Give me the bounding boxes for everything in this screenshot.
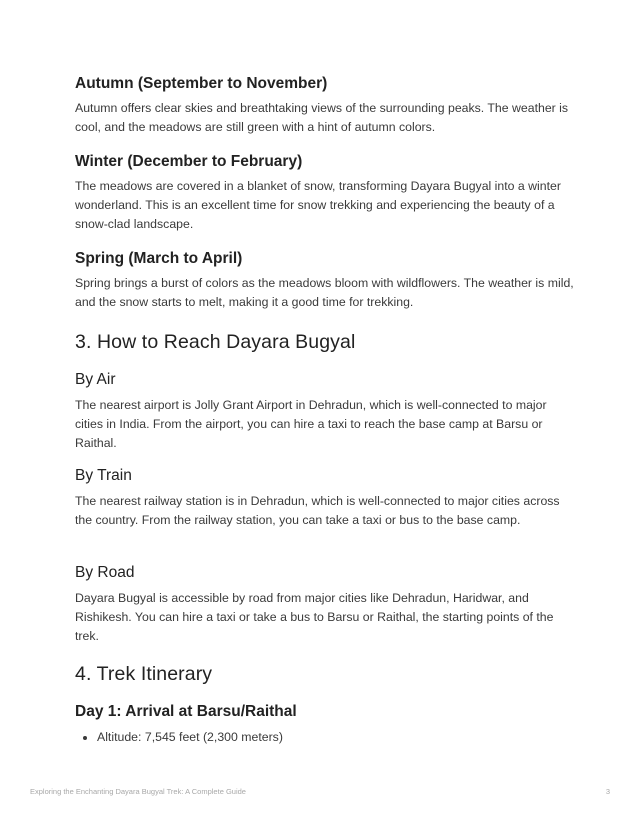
winter-section: [75, 152, 575, 234]
autumn-section: [75, 74, 575, 137]
by-road-text: Dayara Bugyal is accessible by road from major cities like Dehradun, Haridwar, and Rishikesh. You can hire a taxi or take a bus to Barsu or Raithal, the starting points of the trek.: [75, 591, 554, 643]
by-train-text: The nearest railway station is in Dehradun, which is well-connected to major cities across the country. From the railway station, you can take a taxi or bus to the base camp.: [75, 494, 560, 527]
autumn-heading: Autumn (September to November): [75, 75, 328, 92]
day1-section: [75, 702, 575, 747]
spring-section: [75, 249, 575, 312]
page-footer: [30, 787, 610, 796]
page-number: 3: [605, 787, 610, 796]
spring-heading: Spring (March to April): [75, 250, 243, 267]
by-road-heading: By Road: [75, 564, 135, 581]
autumn-text: Autumn offers clear skies and breathtaking views of the surrounding peaks. The weather is cool, and the meadows are still green with a hint of autumn colors.: [75, 101, 569, 134]
winter-heading: Winter (December to February): [75, 153, 303, 170]
reach-section: [75, 329, 575, 355]
itinerary-heading: 4. Trek Itinerary: [75, 663, 213, 685]
spring-text: Spring brings a burst of colors as the meadows bloom with wildflowers. The weather is mild, and the snow starts to melt, making it a good time for trekking.: [75, 276, 574, 309]
itinerary-section: [75, 661, 575, 687]
by-air-text: The nearest airport is Jolly Grant Airport in Dehradun, which is well-connected to major cities in India. From the airport, you can hire a taxi to reach the base camp at Barsu or Raithal.: [75, 398, 547, 450]
day1-heading: Day 1: Arrival at Barsu/Raithal: [75, 703, 297, 720]
winter-text: The meadows are covered in a blanket of snow, transforming Dayara Bugyal into a winter wonderland. This is an excellent time for snow trekking and experiencing the beauty of a snow-clad landscape.: [75, 179, 561, 231]
day1-bullet-list: [75, 728, 575, 747]
list-item: • Altitude: 7,545 feet (2,300 meters): [97, 728, 575, 747]
reach-heading: 3. How to Reach Dayara Bugyal: [75, 331, 356, 353]
by-air-section: [75, 370, 575, 453]
footer-title: Exploring the Enchanting Dayara Bugyal Trek: A Complete Guide: [30, 787, 246, 796]
by-train-section: [75, 466, 575, 530]
by-road-section: [75, 563, 575, 646]
by-train-heading: By Train: [75, 467, 132, 484]
by-air-heading: By Air: [75, 371, 116, 388]
